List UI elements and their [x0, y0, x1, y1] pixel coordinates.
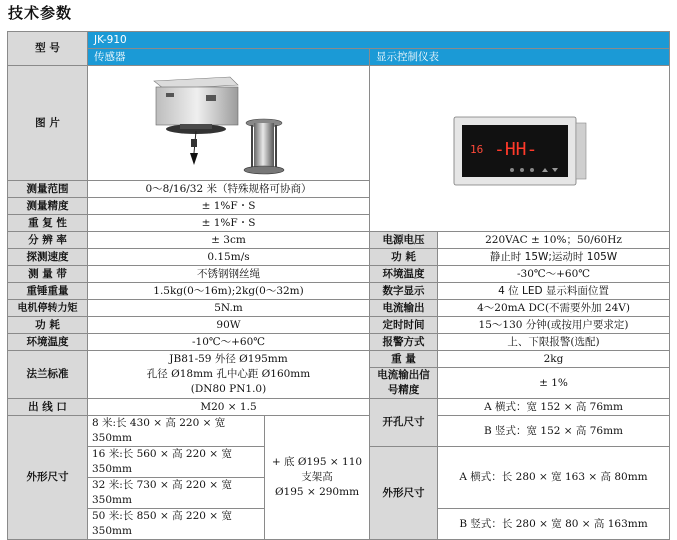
dims-extra: + 底 Ø195 × 110 支架高 Ø195 × 290mm [265, 416, 370, 540]
display-weight-value: 2kg [438, 351, 670, 368]
signal-accuracy-value: ± 1% [438, 368, 670, 399]
digital-display-value: 4 位 LED 显示料面位置 [438, 283, 670, 300]
sensor-power-value: 90W [88, 317, 370, 334]
outline-a: A 横式：长 280 × 宽 163 × 高 80mm [438, 447, 670, 509]
current-output-label: 电流输出 [370, 300, 438, 317]
flange-line: 孔径 Ø18mm 孔中心距 Ø160mm [146, 368, 311, 380]
speed-value: 0.15m/s [88, 249, 370, 266]
dims-line: 8 米:长 430 × 高 220 × 宽 350mm [88, 416, 265, 447]
spec-table [7, 31, 670, 540]
sensor-dims-label: 外形尺寸 [8, 416, 88, 540]
accuracy-label: 测量精度 [8, 198, 88, 215]
outlet-value: M20 × 1.5 [88, 399, 370, 416]
model-value: JK-910 [88, 32, 670, 49]
panel-digits-left: 16 [470, 142, 484, 156]
resolution-value: ± 3cm [88, 232, 370, 249]
dims-line: 32 米:长 730 × 高 220 × 宽 350mm [88, 478, 265, 509]
sensor-power-label: 功 耗 [8, 317, 88, 334]
sensor-photo [88, 66, 370, 181]
sensor-temp-label: 环境温度 [8, 334, 88, 351]
flange-line: (DN80 PN1.0) [190, 383, 267, 395]
display-controller-image [372, 69, 670, 229]
dims-line: 16 米:长 560 × 高 220 × 宽 350mm [88, 447, 265, 478]
sensor-temp-value: -10℃～+60℃ [88, 334, 370, 351]
timer-value: 15～130 分钟(或按用户要求定) [438, 317, 670, 334]
cutout-a: A 横式：宽 152 × 高 76mm [438, 399, 670, 416]
sensor-device-image [90, 67, 370, 179]
signal-accuracy-label: 电流输出信 号精度 [370, 368, 438, 399]
accuracy-value: ± 1%F・S [88, 198, 370, 215]
display-photo [370, 66, 670, 232]
display-power-value: 静止时 15W;运动时 105W [438, 249, 670, 266]
page-title: 技术参数 [8, 4, 73, 22]
display-power-label: 功 耗 [370, 249, 438, 266]
digital-display-label: 数字显示 [370, 283, 438, 300]
cutout-b: B 竖式：宽 152 × 高 76mm [438, 416, 670, 447]
resolution-label: 分 辨 率 [8, 232, 88, 249]
alarm-label: 报警方式 [370, 334, 438, 351]
display-header: 显示控制仪表 [370, 49, 670, 66]
cutout-label: 开孔尺寸 [370, 399, 438, 447]
flange-line: JB81-59 外径 Ø195mm [169, 353, 288, 365]
display-dims-label: 外形尺寸 [370, 447, 438, 540]
alarm-value: 上、下限报警(选配) [438, 334, 670, 351]
tape-label: 测 量 带 [8, 266, 88, 283]
flange-value [88, 351, 370, 399]
weight-value: 1.5kg(0～16m);2kg(0～32m) [88, 283, 370, 300]
display-temp-label: 环境温度 [370, 266, 438, 283]
outlet-label: 出 线 口 [8, 399, 88, 416]
model-label: 型 号 [8, 32, 88, 66]
supply-voltage-label: 电源电压 [370, 232, 438, 249]
display-temp-value: -30℃～+60℃ [438, 266, 670, 283]
timer-label: 定时时间 [370, 317, 438, 334]
image-label: 图 片 [8, 66, 88, 181]
sensor-header: 传感器 [88, 49, 370, 66]
range-value: 0～8/16/32 米（特殊规格可协商） [88, 181, 370, 198]
outline-b: B 竖式：长 280 × 宽 80 × 高 163mm [438, 509, 670, 540]
weight-label: 重锤重量 [8, 283, 88, 300]
flange-label: 法兰标准 [8, 351, 88, 399]
torque-label: 电机停转力矩 [8, 300, 88, 317]
speed-label: 探测速度 [8, 249, 88, 266]
tape-value: 不锈钢钢丝绳 [88, 266, 370, 283]
repeatability-value: ± 1%F・S [88, 215, 370, 232]
range-label: 测量范围 [8, 181, 88, 198]
torque-value: 5N.m [88, 300, 370, 317]
supply-voltage-value: 220VAC ± 10%；50/60Hz [438, 232, 670, 249]
repeatability-label: 重 复 性 [8, 215, 88, 232]
dims-line: 50 米:长 850 × 高 220 × 宽 350mm [88, 509, 265, 540]
panel-digits-right: -HH- [494, 138, 538, 160]
current-output-value: 4～20mA DC(不需要外加 24V) [438, 300, 670, 317]
display-weight-label: 重 量 [370, 351, 438, 368]
